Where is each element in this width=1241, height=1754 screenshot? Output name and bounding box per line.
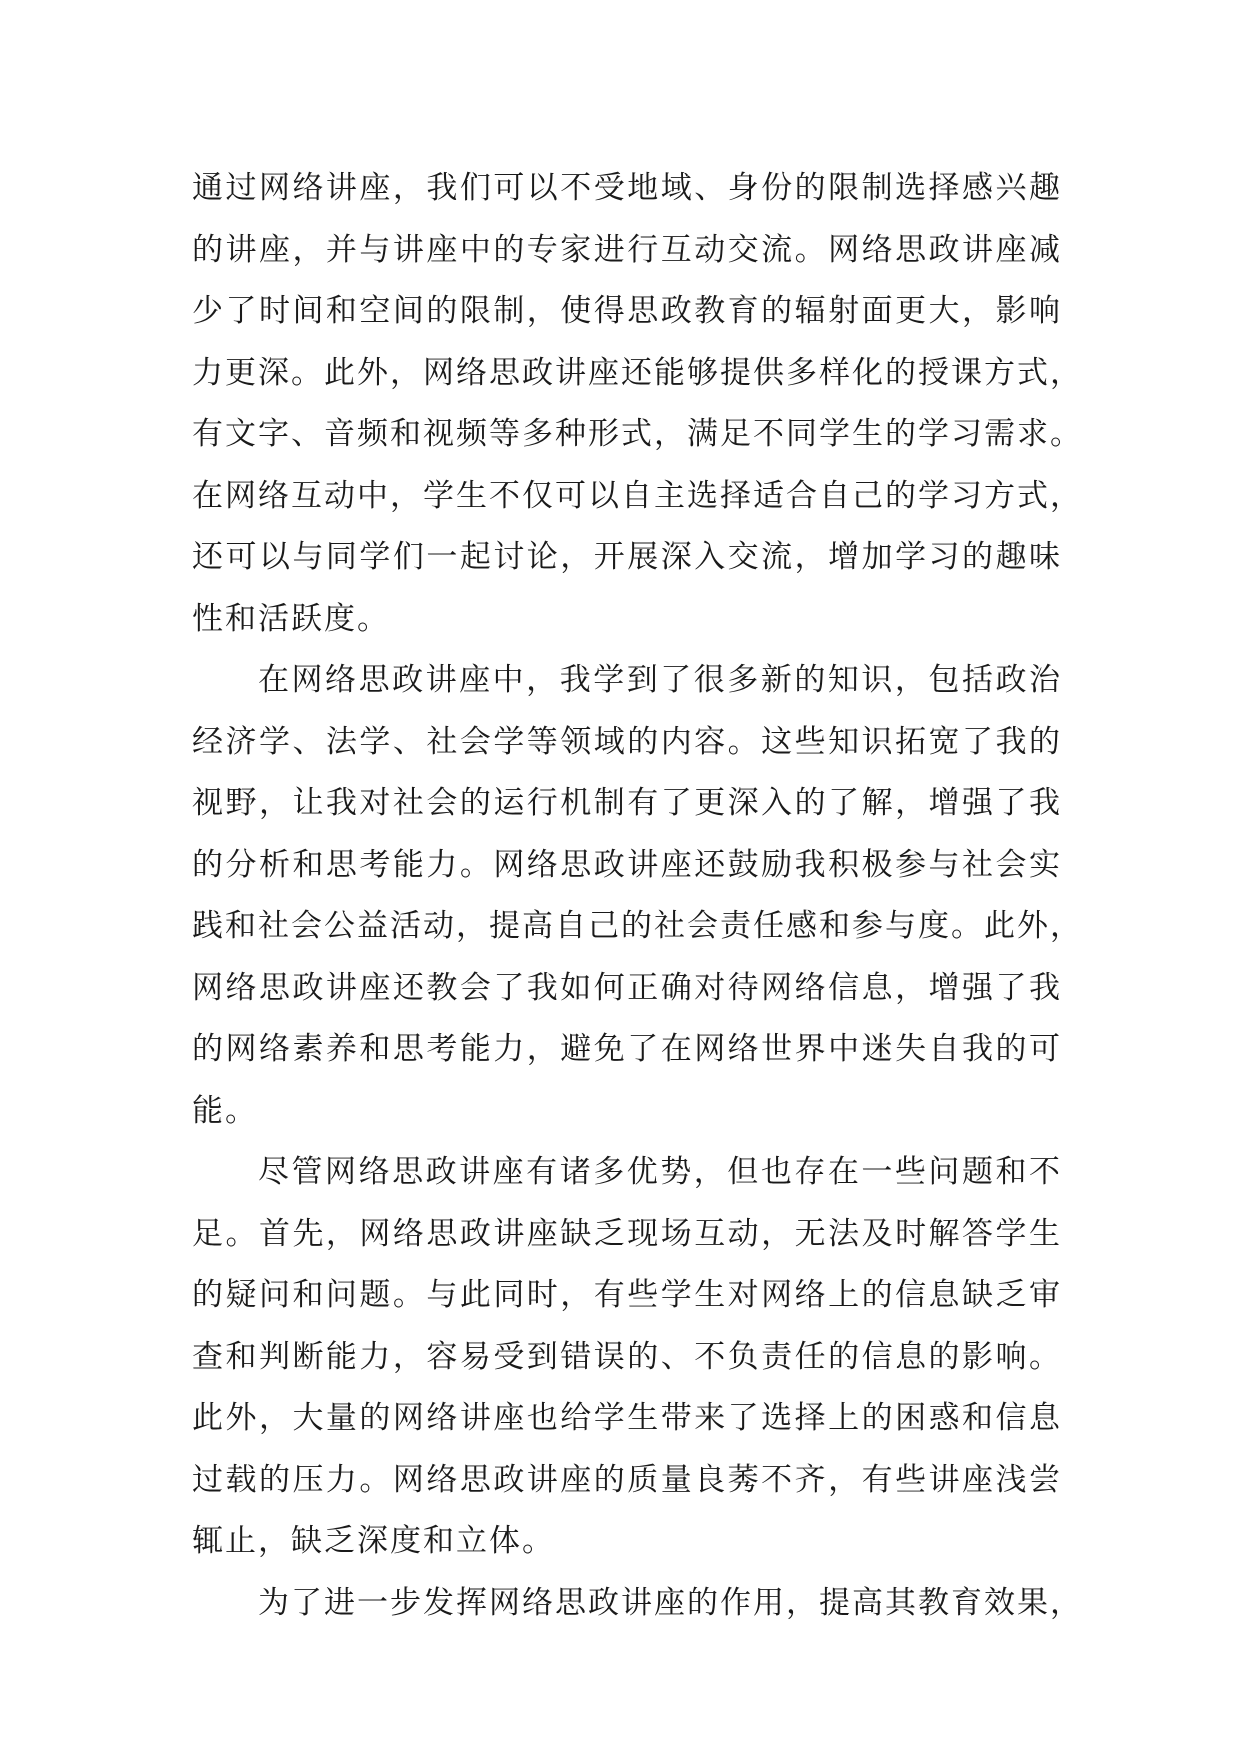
text-line: 为了进一步发挥网络思政讲座的作用，提高其教育效果， [258, 1584, 1083, 1621]
text-line: 过载的压力。网络思政讲座的质量良莠不齐，有些讲座浅尝 [192, 1461, 1062, 1498]
text-line: 能。 [192, 1092, 258, 1129]
text-line: 的讲座，并与讲座中的专家进行互动交流。网络思政讲座减 [192, 231, 1062, 268]
text-line: 的网络素养和思考能力，避免了在网络世界中迷失自我的可 [192, 1031, 1062, 1067]
paragraph-p4 [192, 1573, 1083, 1635]
body-text [192, 158, 1083, 1634]
text-line: 力更深。此外，网络思政讲座还能够提供多样化的授课方式， [192, 354, 1083, 391]
text-line: 网络思政讲座还教会了我如何正确对待网络信息，增强了我 [192, 969, 1062, 1006]
text-line: 在网络互动中，学生不仅可以自主选择适合自己的学习方式， [192, 477, 1083, 514]
text-line: 查和判断能力，容易受到错误的、不负责任的信息的影响。 [192, 1338, 1062, 1375]
text-line: 经济学、法学、社会学等领域的内容。这些知识拓宽了我的 [192, 723, 1062, 760]
text-line: 视野，让我对社会的运行机制有了更深入的了解，增强了我 [192, 785, 1062, 821]
text-line: 少了时间和空间的限制，使得思政教育的辐射面更大，影响 [192, 293, 1062, 329]
text-line: 有文字、音频和视频等多种形式，满足不同学生的学习需求。 [192, 416, 1083, 452]
text-line: 性和活跃度。 [192, 600, 390, 637]
text-line: 的疑问和问题。与此同时，有些学生对网络上的信息缺乏审 [192, 1277, 1062, 1313]
paragraph-p3 [192, 1142, 1062, 1573]
text-line: 通过网络讲座，我们可以不受地域、身份的限制选择感兴趣 [192, 170, 1062, 206]
text-line: 还可以与同学们一起讨论，开展深入交流，增加学习的趣味 [192, 539, 1062, 575]
text-line: 辄止，缺乏深度和立体。 [192, 1523, 555, 1559]
paragraph-p2 [192, 650, 1083, 1142]
paragraph-p1 [192, 158, 1083, 650]
text-line: 在网络思政讲座中，我学到了很多新的知识，包括政治 [258, 662, 1062, 698]
text-line: 践和社会公益活动，提高自己的社会责任感和参与度。此外， [192, 908, 1083, 944]
text-line: 足。首先，网络思政讲座缺乏现场互动，无法及时解答学生 [192, 1215, 1062, 1252]
text-line: 此外，大量的网络讲座也给学生带来了选择上的困惑和信息 [192, 1400, 1062, 1436]
text-line: 的分析和思考能力。网络思政讲座还鼓励我积极参与社会实 [192, 846, 1062, 883]
text-line: 尽管网络思政讲座有诸多优势，但也存在一些问题和不 [258, 1154, 1062, 1190]
